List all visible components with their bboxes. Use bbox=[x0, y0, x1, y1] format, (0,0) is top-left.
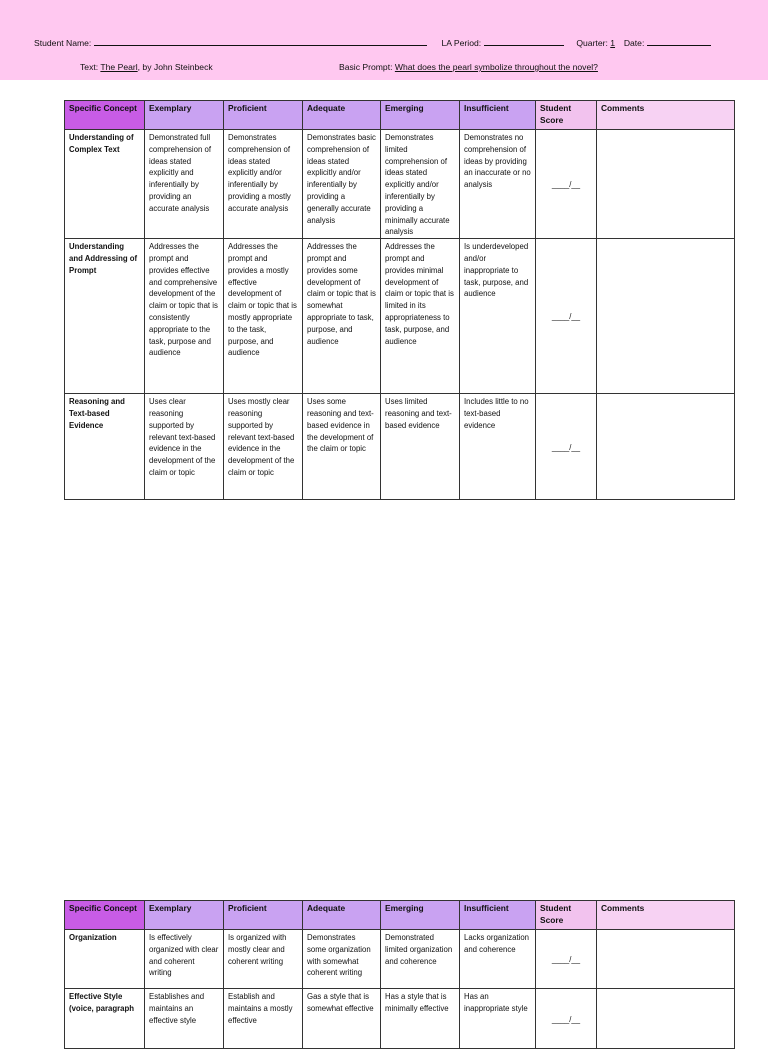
concept-cell: Understanding and Addressing of Prompt bbox=[65, 239, 145, 394]
insufficient-cell: Has an inappropriate style bbox=[460, 989, 536, 1049]
table-row bbox=[65, 130, 735, 239]
concept-cell: Understanding of Complex Text bbox=[65, 130, 145, 239]
col-header-adequate: Adequate bbox=[303, 901, 381, 930]
col-header-student-score: Student Score bbox=[536, 101, 597, 130]
col-header-comments: Comments bbox=[597, 901, 735, 930]
emerging-cell: Uses limited reasoning and text-based evidence bbox=[381, 394, 460, 500]
prompt-line bbox=[339, 62, 598, 72]
text-title: The Pearl bbox=[100, 62, 138, 72]
text-line bbox=[80, 62, 213, 72]
text-label: Text: bbox=[80, 62, 99, 72]
col-header-insufficient: Insufficient bbox=[460, 101, 536, 130]
exemplary-cell: Addresses the prompt and provides effective and comprehensive development of the claim or topic that is consistently appropriate to the task, purpose and audience bbox=[145, 239, 224, 394]
col-header-insufficient: Insufficient bbox=[460, 901, 536, 930]
insufficient-cell: Lacks organization and coherence bbox=[460, 930, 536, 989]
col-header-student-score: Student Score bbox=[536, 901, 597, 930]
la-period-label: LA Period: bbox=[441, 38, 482, 48]
comments-cell[interactable] bbox=[597, 130, 735, 239]
comments-cell[interactable] bbox=[597, 394, 735, 500]
comments-cell[interactable] bbox=[597, 930, 735, 989]
emerging-cell: Addresses the prompt and provides minimal development of claim or topic that is limited in its appropriateness to task, purpose, and audience bbox=[381, 239, 460, 394]
col-header-comments: Comments bbox=[597, 101, 735, 130]
col-header-exemplary: Exemplary bbox=[145, 101, 224, 130]
proficient-cell: Demonstrates comprehension of ideas stated explicitly and/or inferentially by providing a mostly accurate analysis bbox=[224, 130, 303, 239]
adequate-cell: Demonstrates some organization with somewhat coherent writing bbox=[303, 930, 381, 989]
table-row bbox=[65, 989, 735, 1049]
student-info-line bbox=[34, 36, 711, 48]
comments-cell[interactable] bbox=[597, 989, 735, 1049]
insufficient-cell: Is underdeveloped and/or inappropriate to task, purpose, and audience bbox=[460, 239, 536, 394]
concept-cell: Effective Style (voice, paragraph bbox=[65, 989, 145, 1049]
col-header-exemplary: Exemplary bbox=[145, 901, 224, 930]
date-field[interactable] bbox=[647, 36, 711, 46]
col-header-emerging: Emerging bbox=[381, 101, 460, 130]
comments-cell[interactable] bbox=[597, 239, 735, 394]
concept-cell: Reasoning and Text-based Evidence bbox=[65, 394, 145, 500]
table-row bbox=[65, 394, 735, 500]
exemplary-cell: Uses clear reasoning supported by relevant text-based evidence in the development of the claim or topic bbox=[145, 394, 224, 500]
header-row bbox=[65, 901, 735, 930]
adequate-cell: Addresses the prompt and provides some development of claim or topic that is somewhat appropriate to task, purpose, and audience bbox=[303, 239, 381, 394]
col-header-proficient: Proficient bbox=[224, 101, 303, 130]
proficient-cell: Establish and maintains a mostly effective bbox=[224, 989, 303, 1049]
emerging-cell: Demonstrates limited comprehension of ideas stated explicitly and/or inferentially by providing a minimally accurate analysis bbox=[381, 130, 460, 239]
col-header-concept: Specific Concept bbox=[65, 101, 145, 130]
table-row bbox=[65, 930, 735, 989]
student-score-cell[interactable]: ____/__ bbox=[536, 930, 597, 989]
quarter-label: Quarter: bbox=[576, 38, 608, 48]
emerging-cell: Demonstrated limited organization and coherence bbox=[381, 930, 460, 989]
col-header-proficient: Proficient bbox=[224, 901, 303, 930]
student-score-cell[interactable]: ____/__ bbox=[536, 130, 597, 239]
col-header-concept: Specific Concept bbox=[65, 901, 145, 930]
concept-cell: Organization bbox=[65, 930, 145, 989]
header-band bbox=[0, 0, 768, 80]
insufficient-cell: Demonstrates no comprehension of ideas by providing an inaccurate or no analysis bbox=[460, 130, 536, 239]
exemplary-cell: Is effectively organized with clear and coherent writing bbox=[145, 930, 224, 989]
proficient-cell: Uses mostly clear reasoning supported by relevant text-based evidence in the development of the claim or topic bbox=[224, 394, 303, 500]
header-row bbox=[65, 101, 735, 130]
quarter-value: 1 bbox=[610, 38, 616, 48]
student-name-field[interactable] bbox=[94, 36, 427, 46]
prompt-text: What does the pearl symbolize throughout the novel? bbox=[394, 62, 598, 72]
table-row bbox=[65, 239, 735, 394]
student-score-cell[interactable]: ____/__ bbox=[536, 394, 597, 500]
adequate-cell: Uses some reasoning and text-based evidence in the development of the claim or topic bbox=[303, 394, 381, 500]
adequate-cell: Gas a style that is somewhat effective bbox=[303, 989, 381, 1049]
rubric-table-1 bbox=[64, 100, 735, 500]
student-score-cell[interactable]: ____/__ bbox=[536, 989, 597, 1049]
emerging-cell: Has a style that is minimally effective bbox=[381, 989, 460, 1049]
insufficient-cell: Includes little to no text-based evidence bbox=[460, 394, 536, 500]
exemplary-cell: Establishes and maintains an effective style bbox=[145, 989, 224, 1049]
col-header-adequate: Adequate bbox=[303, 101, 381, 130]
la-period-field[interactable] bbox=[484, 36, 564, 46]
student-score-cell[interactable]: ____/__ bbox=[536, 239, 597, 394]
date-label: Date: bbox=[623, 38, 645, 48]
rubric-table-2 bbox=[64, 900, 735, 1049]
proficient-cell: Is organized with mostly clear and coherent writing bbox=[224, 930, 303, 989]
proficient-cell: Addresses the prompt and provides a mostly effective development of claim or topic that is mostly appropriate to the task, purpose, and audience bbox=[224, 239, 303, 394]
text-author: , by John Steinbeck bbox=[137, 62, 213, 72]
student-name-label: Student Name: bbox=[34, 38, 92, 48]
prompt-label: Basic Prompt: bbox=[339, 62, 393, 72]
adequate-cell: Demonstrates basic comprehension of ideas stated explicitly and/or inferentially by providing a generally accurate analysis bbox=[303, 130, 381, 239]
exemplary-cell: Demonstrated full comprehension of ideas stated explicitly and inferentially by providing an accurate analysis bbox=[145, 130, 224, 239]
col-header-emerging: Emerging bbox=[381, 901, 460, 930]
